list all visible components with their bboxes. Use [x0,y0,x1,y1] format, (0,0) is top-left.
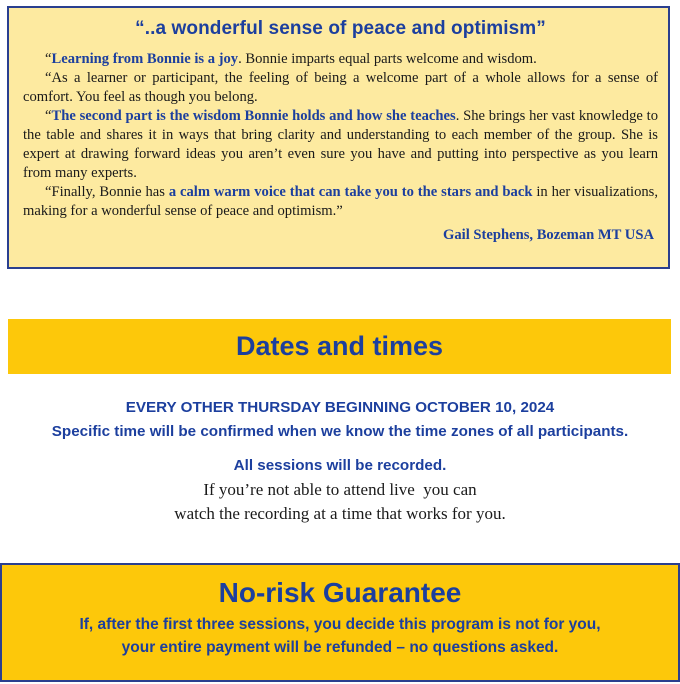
testimonial-paragraph-2: “As a learner or participant, the feeling of being a welcome part of a whole allows for a sense of comfort. You feel as though you belong. [23,70,658,105]
paragraph-4-start: “Finally, Bonnie has [45,184,169,200]
guarantee-box [0,563,680,682]
testimonial-attribution: Gail Stephens, Bozeman MT USA [443,227,654,243]
guarantee-heading: No-risk Guarantee [218,577,462,608]
recorded-note: All sessions will be recorded. [233,457,447,474]
testimonial-paragraph-1 [23,50,658,69]
testimonial-box [7,6,670,269]
highlight-joy: Learning from Bonnie is a joy [51,51,239,67]
paragraph-1-rest: . Bonnie imparts equal parts welcome and wisdom. [238,51,537,67]
dates-banner [8,319,671,374]
paragraph-4-rest: in her visualizations, making for a wonderful sense of peace and optimism.” [23,184,659,219]
highlight-voice: a calm warm voice that can take you to the stars and back [168,184,533,200]
quote-open: “ [45,51,52,67]
live-note-line-1: If you’re not able to attend live you can [203,480,477,499]
highlight-wisdom: The second part is the wisdom Bonnie holds and how she teaches [51,108,456,124]
testimonial-paragraph-3 [23,107,658,183]
dates-info [0,396,680,526]
live-note-line-2: watch the recording at a time that works for you. [174,504,506,523]
dates-heading: Dates and times [235,331,444,361]
quote-open: “ [45,108,52,124]
paragraph-3-rest: . She brings her vast knowledge to the table and shares it in ways that bring clarity and understanding to each member of the group. She is expert at drawing forward ideas you aren’t even sure you have and putting into perspective as you learn from many experts. [23,108,658,181]
schedule-line: EVERY OTHER THURSDAY BEGINNING OCTOBER 10, 2024 [125,399,555,416]
guarantee-line-2: your entire payment will be refunded – no questions asked. [121,639,559,656]
timezone-note: Specific time will be confirmed when we know the time zones of all participants. [51,423,629,440]
guarantee-line-1: If, after the first three sessions, you decide this program is not for you, [79,616,601,633]
testimonial-paragraph-4 [23,183,658,221]
testimonial-title: “..a wonderful sense of peace and optimism” [135,18,546,39]
